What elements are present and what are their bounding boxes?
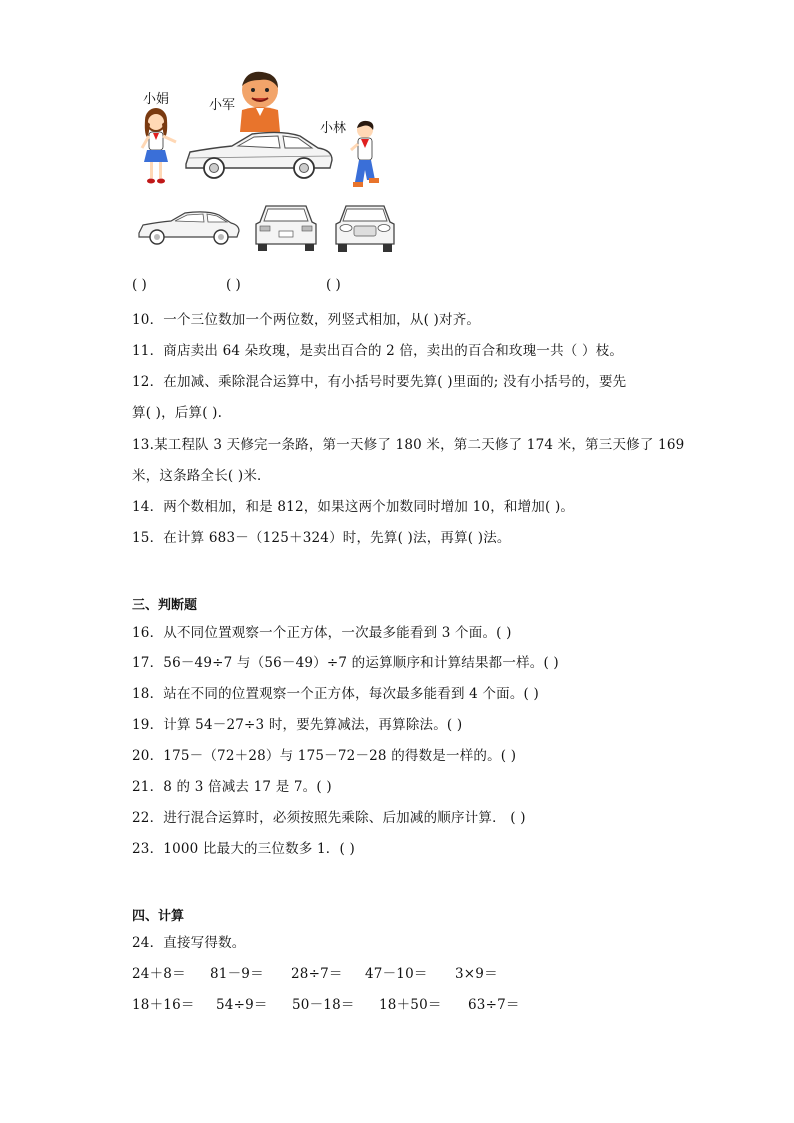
section-4-title: 四、计算 (132, 909, 185, 924)
question-19: 19．计算 54－27÷3 时，要先算减法，再算除法。( ) (132, 717, 463, 733)
question-24: 24．直接写得数。 (132, 935, 246, 951)
answer-blank-2[interactable]: ( ) (226, 277, 241, 293)
question-16: 16．从不同位置观察一个正方体，一次最多能看到 3 个面。( ) (132, 625, 512, 641)
question-20: 20．175－（72＋28）与 175－72－28 的得数是一样的。( ) (132, 748, 517, 764)
boy-xiaojun-illustration (236, 70, 284, 132)
question-12-line2: 算( )，后算( ). (132, 405, 223, 421)
answer-blank-3[interactable]: ( ) (326, 277, 341, 293)
calc-item: 18＋16＝ (132, 997, 195, 1013)
question-17: 17．56－49÷7 与（56－49）÷7 的运算顺序和计算结果都一样。( ) (132, 655, 559, 671)
question-18: 18．站在不同的位置观察一个正方体，每次最多能看到 4 个面。( ) (132, 686, 539, 702)
question-10: 10．一个三位数加一个两位数，列竖式相加，从( )对齐。 (132, 312, 481, 328)
calc-item: 28÷7＝ (291, 966, 343, 982)
calc-item: 50－18＝ (292, 997, 355, 1013)
girl-xiaojuan-illustration (136, 106, 180, 188)
calc-row-2 (132, 993, 520, 1013)
calc-item: 63÷7＝ (468, 997, 520, 1013)
calc-row-1 (132, 962, 498, 982)
name-xiaojuan: 小娟 (143, 92, 170, 107)
question-12-line1: 12．在加减、乘除混合运算中，有小括号时要先算( )里面的; 没有小括号的，要先 (132, 374, 627, 390)
car-rear-view (252, 200, 320, 252)
car-side-view (137, 207, 241, 247)
calc-item: 18＋50＝ (379, 997, 442, 1013)
car-large-illustration (182, 126, 336, 184)
section-3-title: 三、判断题 (132, 598, 198, 613)
calc-item: 47－10＝ (365, 966, 428, 982)
car-front-view (332, 200, 398, 254)
calc-item: 3×9＝ (455, 966, 498, 982)
calc-item: 81－9＝ (210, 966, 264, 982)
calc-item: 24＋8＝ (132, 966, 186, 982)
question-13-line2: 米，这条路全长( )米． (132, 468, 271, 484)
question-13-line1: 13.某工程队 3 天修完一条路，第一天修了 180 米，第二天修了 174 米，第三天修了 169 (132, 437, 685, 453)
question-11: 11．商店卖出 64 朵玫瑰，是卖出百合的 2 倍，卖出的百合和玫瑰一共（ ）枝。 (132, 343, 624, 359)
name-xiaolin: 小林 (320, 121, 347, 136)
answer-blank-1[interactable]: ( ) (132, 277, 147, 293)
question-15: 15．在计算 683－（125＋324）时，先算( )法，再算( )法。 (132, 530, 511, 546)
name-xiaojun: 小军 (209, 98, 236, 113)
question-23: 23．1000 比最大的三位数多 1．( ) (132, 841, 355, 857)
question-14: 14．两个数相加，和是 812，如果这两个加数同时增加 10，和增加( )。 (132, 499, 575, 515)
question-22: 22．进行混合运算时，必须按照先乘除、后加减的顺序计算． ( ) (132, 810, 526, 826)
boy-xiaolin-illustration (345, 120, 385, 198)
calc-item: 54÷9＝ (216, 997, 268, 1013)
question-21: 21．8 的 3 倍减去 17 是 7。( ) (132, 779, 332, 795)
